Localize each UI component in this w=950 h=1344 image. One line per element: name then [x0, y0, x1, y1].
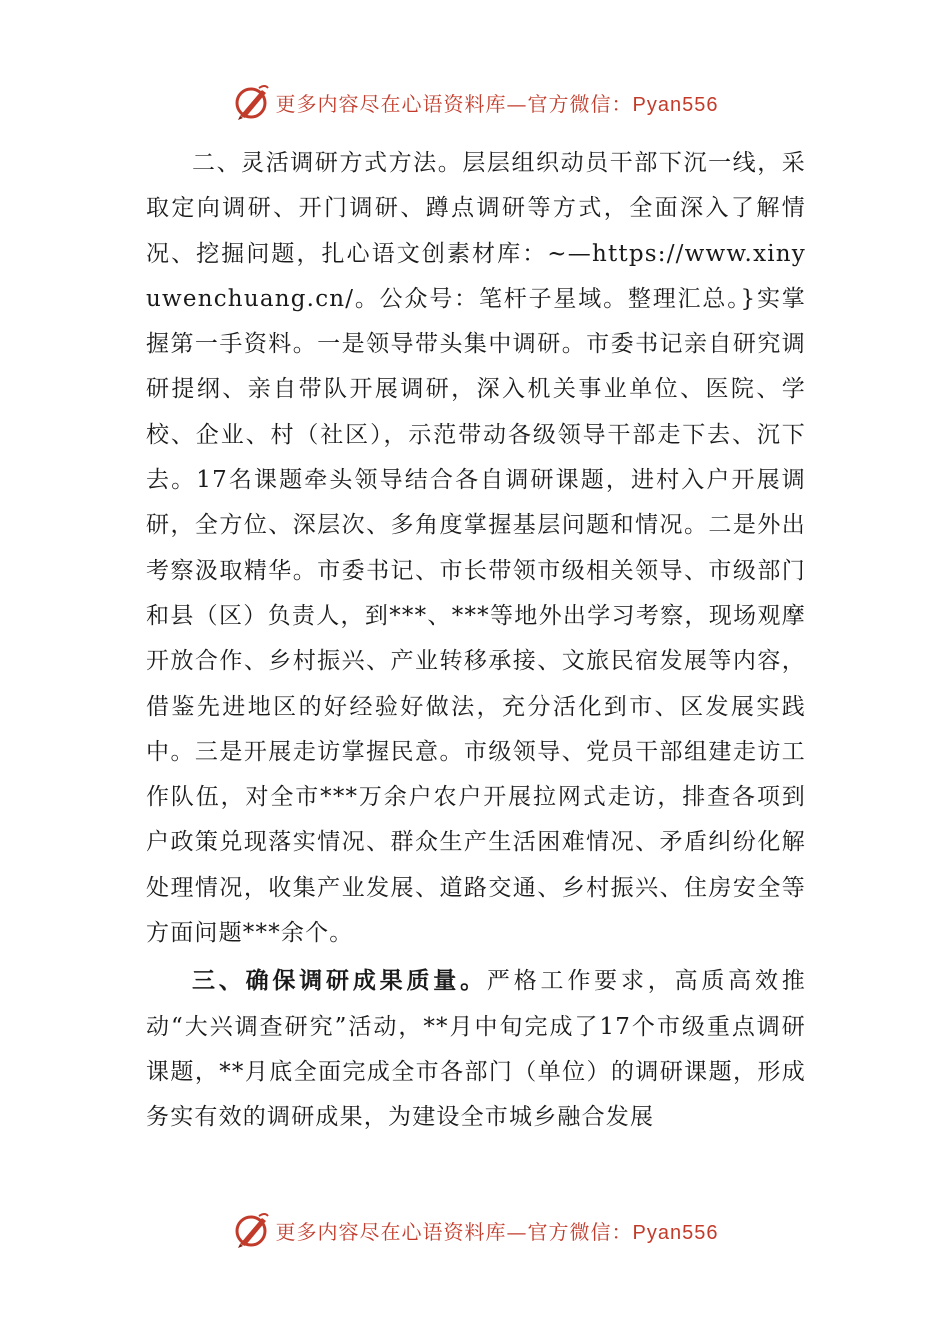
- wechat-id: Pyan556: [632, 93, 719, 116]
- watermark-text: 更多内容尽在心语资料库—官方微信：Pyan556: [275, 1219, 719, 1244]
- pen-logo-icon: [232, 82, 272, 122]
- watermark-text: 更多内容尽在心语资料库—官方微信：Pyan556: [275, 91, 719, 116]
- header-watermark: [0, 80, 950, 124]
- wechat-id: Pyan556: [632, 1221, 719, 1244]
- pen-logo-icon: [232, 1210, 272, 1250]
- section-heading: 三、确保调研成果质量。: [192, 967, 487, 995]
- document-body: [146, 140, 806, 1141]
- paragraph: 三、确保调研成果质量。严格工作要求，高质高效推动“大兴调查研究”活动，**月中旬完成了17个市级重点调研课题，**月底全面完成全市各部门（单位）的调研课题，形成务实有效的调研成果，为建设全市城乡融合发展: [146, 967, 807, 1131]
- paragraph: 二、灵活调研方式方法。层层组织动员干部下沉一线，采取定向调研、开门调研、蹲点调研等方式，全面深入了解情况、挖掘问题，扎心语文创素材库：~—https://www.xinyuwenchuang.cn/。公众号：笔杆子星域。整理汇总。}实掌握第一手资料。一是领导带头集中调研。市委书记亲自研究调研提纲、亲自带队开展调研，深入机关事业单位、医院、学校、企业、村（社区），示范带动各级领导干部走下去、沉下去。17名课题牵头领导结合各自调研课题，进村入户开展调研，全方位、深层次、多角度掌握基层问题和情况。二是外出考察汲取精华。市委书记、市长带领市级相关领导、市级部门和县（区）负责人，到***、***等地外出学习考察，现场观摩开放合作、乡村振兴、产业转移承接、文旅民宿发展等内容，借鉴先进地区的好经验好做法，充分活化到市、区发展实践中。三是开展走访掌握民意。市级领导、党员干部组建走访工作队伍，对全市***万余户农户开展拉网式走访，排查各项到户政策兑现落实情况、群众生产生活困难情况、矛盾纠纷化解处理情况，收集产业发展、道路交通、乡村振兴、住房安全等方面问题***余个。: [146, 150, 806, 947]
- footer-watermark: [0, 1208, 950, 1252]
